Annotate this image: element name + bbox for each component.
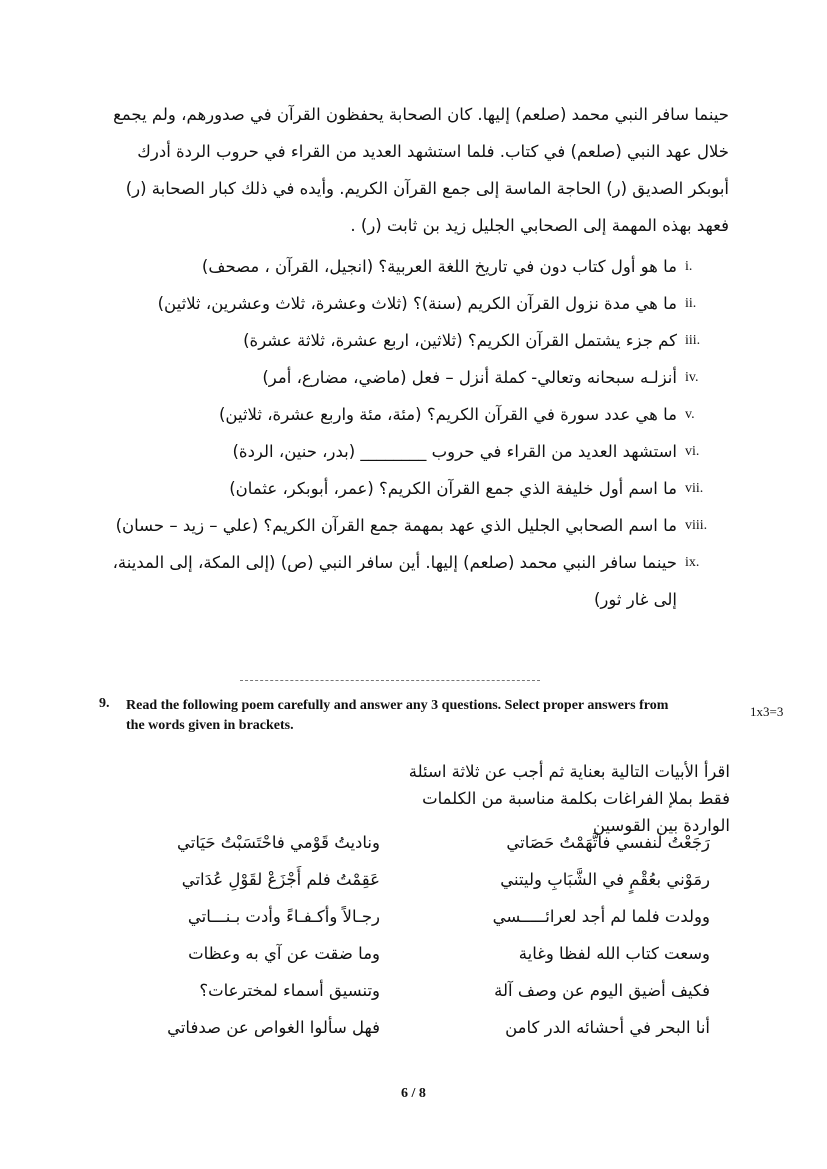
verse-second-hemistich: وناديتُ قَوْمي فاحْتَسَبْتُ حَيَاتي <box>176 833 380 852</box>
question-9-number: 9. <box>99 696 110 711</box>
passage-line: حينما سافر النبي محمد (صلعم) إليها. كان الصحابة يحفظون القرآن في صدورهم، ولم يجمع <box>113 105 729 124</box>
question-text: حينما سافر النبي محمد (صلعم) إليها. أين سافر النبي (ص) (إلى المكة، إلى المدينة، إلى غار ثور) <box>112 553 677 609</box>
passage-line: خلال عهد النبي (صلعم) في كتاب. فلما استشهد العديد من القراء في حروب الردة أدرك <box>137 142 729 161</box>
question-number: ii. <box>685 296 697 311</box>
question-item <box>97 507 729 544</box>
verse-second-hemistich: وما ضقت عن آي به وعظات <box>188 944 380 963</box>
question-text: ما هي عدد سورة في القرآن الكريم؟ (مئة، مئة واربع عشرة، ثلاثين) <box>218 405 677 424</box>
question-number: v. <box>685 407 695 422</box>
passage-line: أبوبكر الصديق (ر) الحاجة الماسة إلى جمع القرآن الكريم. وأيده في ذلك كبار الصحابة (ر) <box>125 179 729 198</box>
page-number: 6 / 8 <box>401 1086 426 1101</box>
question-item <box>97 322 729 359</box>
question-text: كم جزء يشتمل القرآن الكريم؟ (ثلاثين، اربع عشرة، ثلاثة عشرة) <box>243 331 677 350</box>
poem-verse-row <box>150 976 710 1013</box>
question-text: ما هي مدة نزول القرآن الكريم (سنة)؟ (ثلاث وعشرة، ثلاث وعشرين، ثلاثين) <box>157 294 677 313</box>
question-item <box>97 285 729 322</box>
question-text: ما اسم الصحابي الجليل الذي عهد بمهمة جمع القرآن الكريم؟ (علي – زيد – حسان) <box>115 516 677 535</box>
comprehension-questions <box>97 248 729 618</box>
poem-verse-row <box>150 1013 710 1050</box>
verse-second-hemistich: وتنسيق أسماء لمخترعات؟ <box>199 981 380 1000</box>
poem-verse-row <box>150 939 710 976</box>
passage-paragraph <box>97 96 729 244</box>
question-text: ما هو أول كتاب دون في تاريخ اللغة العربية؟ (انجيل، القرآن ، مصحف) <box>201 257 677 276</box>
question-9-arabic-instruction: اقرأ الأبيات التالية بعناية ثم أجب عن ثلاثة اسئلة فقط بملإ الفراغات بكلمة مناسبة من الكلمات الواردة بين القوسين <box>408 762 730 835</box>
passage-line: فعهد بهذه المهمة إلى الصحابي الجليل زيد بن ثابت (ر) . <box>350 216 729 235</box>
question-number: ix. <box>685 555 700 570</box>
question-text: ما اسم أول خليفة الذي جمع القرآن الكريم؟ (عمر، أبوبكر، عثمان) <box>229 479 677 498</box>
verse-first-hemistich: فكيف أضيق اليوم عن وصف آلة <box>494 981 710 1000</box>
verse-first-hemistich: وسعت كتاب الله لفظا وغاية <box>518 944 710 963</box>
poem <box>150 828 710 1050</box>
verse-second-hemistich: عَقِمْتُ فلم أَجْزَعْ لقَوْلِ عُدَاتي <box>181 870 380 889</box>
question-item <box>97 433 729 470</box>
section-divider <box>240 680 540 681</box>
verse-first-hemistich: وولدت فلما لم أجد لعرائـــــسي <box>492 907 710 926</box>
question-number: viii. <box>685 518 708 533</box>
poem-verse-row <box>150 865 710 902</box>
question-item <box>97 248 729 285</box>
question-number: iii. <box>685 333 701 348</box>
verse-first-hemistich: رَجَعْتُ لنفسي فاتَّهَمْتُ حَصَاتي <box>506 833 710 852</box>
question-9-instruction: Read the following poem carefully and answer any 3 questions. Select proper answers from the words given in brackets. <box>126 698 669 733</box>
question-item <box>97 359 729 396</box>
verse-first-hemistich: أنا البحر في أحشائه الدر كامن <box>505 1018 710 1037</box>
question-text: أنزلـه سبحانه وتعالي- كملة أنزل – فعل (ماضي، مضارع، أمر) <box>262 368 677 387</box>
question-number: vi. <box>685 444 700 459</box>
question-number: vii. <box>685 481 704 496</box>
poem-verse-row <box>150 902 710 939</box>
verse-first-hemistich: رمَوْني بعُقْمٍ في الشَّبَابِ وليتني <box>500 870 710 889</box>
verse-second-hemistich: فهل سألوا الغواص عن صدفاتي <box>167 1018 380 1037</box>
question-9-marks: 1x3=3 <box>750 704 784 719</box>
poem-verse-row <box>150 828 710 865</box>
question-number: iv. <box>685 370 699 385</box>
verse-second-hemistich: رجـالاً وأكـفـاءً وأدت بـنـــاتي <box>187 907 380 926</box>
question-item <box>97 544 729 618</box>
question-item <box>97 396 729 433</box>
question-item <box>97 470 729 507</box>
question-number: i. <box>685 259 693 274</box>
question-text: استشهد العديد من القراء في حروب ________ (بدر، حنين، الردة) <box>232 442 677 461</box>
